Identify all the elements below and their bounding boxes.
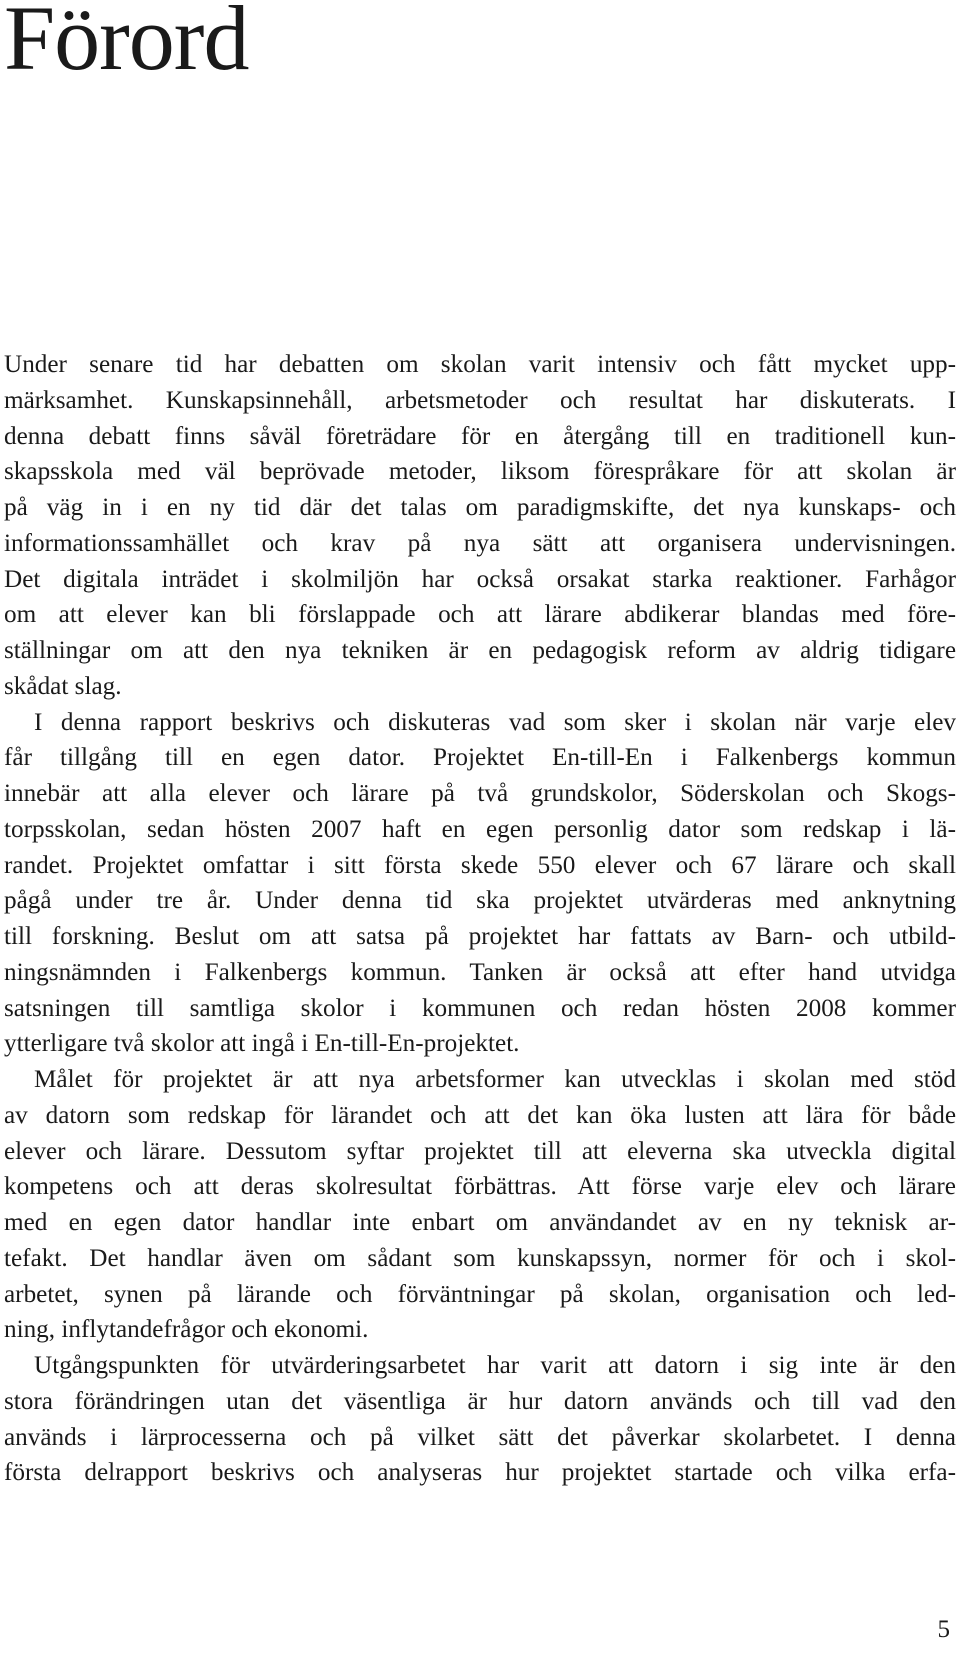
- preface-body: [4, 347, 956, 1491]
- text-line: på väg in i en ny tid där det talas om paradigmskifte, det nya kunskaps- och: [4, 494, 956, 521]
- text-line: torpsskolan, sedan hösten 2007 haft en egen personlig dator som redskap i lä-: [4, 815, 956, 843]
- text-line: Utgångspunkten för utvärderingsarbetet har varit att datorn i sig inte är den: [34, 1352, 956, 1379]
- text-line: denna debatt finns såväl företrädare för en återgång till en traditionell kun-: [4, 422, 956, 450]
- text-line: till forskning. Beslut om att satsa på projektet har fattats av Barn- och utbild-: [4, 923, 956, 950]
- text-line: om att elever kan bli förslappade och att lärare abdikerar blandas med före-: [4, 601, 956, 629]
- text-line: Målet för projektet är att nya arbetsformer kan utvecklas i skolan med stöd: [34, 1066, 956, 1093]
- text-line: stora förändringen utan det väsentliga är hur datorn används och till vad den: [4, 1387, 956, 1415]
- text-line: kompetens och att deras skolresultat förbättras. Att förse varje elev och lärare: [4, 1173, 956, 1201]
- text-line: ställningar om att den nya tekniken är en pedagogisk reform av aldrig tidigare: [4, 637, 956, 664]
- text-line: ning, inflytandefrågor och ekonomi.: [4, 1316, 369, 1344]
- text-line: används i lärprocesserna och på vilket sätt det påverkar skolarbetet. I denna: [4, 1423, 956, 1451]
- text-line: tefakt. Det handlar även om sådant som kunskapssyn, normer för och i skol-: [4, 1244, 956, 1272]
- text-line: pågå under tre år. Under denna tid ska projektet utvärderas med anknytning: [4, 887, 956, 915]
- text-line: första delrapport beskrivs och analyseras hur projektet startade och vilka erfa-: [4, 1459, 956, 1487]
- text-line: elever och lärare. Dessutom syftar projektet till att eleverna ska utveckla digital: [4, 1137, 956, 1165]
- text-line: Under senare tid har debatten om skolan varit intensiv och fått mycket upp-: [4, 351, 956, 378]
- text-line: ytterligare två skolor att ingå i En-till-En-projektet.: [4, 1030, 520, 1058]
- text-line: märksamhet. Kunskapsinnehåll, arbetsmetoder och resultat har diskuterats. I: [4, 386, 956, 414]
- page-title: Förord: [4, 0, 249, 89]
- text-line: får tillgång till en egen dator. Projektet En-till-En i Falkenbergs kommun: [4, 744, 956, 772]
- text-line: informationssamhället och krav på nya sätt att organisera undervisningen.: [4, 529, 956, 557]
- text-line: av datorn som redskap för lärandet och att det kan öka lusten att lära för både: [4, 1101, 956, 1129]
- text-line: ningsnämnden i Falkenbergs kommun. Tanken är också att efter hand utvidga: [4, 958, 956, 986]
- text-line: skådat slag.: [4, 672, 122, 700]
- page-number: 5: [937, 1616, 950, 1643]
- text-line: skapsskola med väl beprövade metoder, liksom förespråkare för att skolan är: [4, 458, 956, 486]
- text-line: Det digitala inträdet i skolmiljön har också orsakat starka reaktioner. Farhågor: [4, 565, 956, 593]
- text-line: satsningen till samtliga skolor i kommunen och redan hösten 2008 kommer: [4, 994, 956, 1022]
- text-line: innebär att alla elever och lärare på två grundskolor, Söderskolan och Skogs-: [4, 780, 956, 807]
- text-line: med en egen dator handlar inte enbart om användandet av en ny teknisk ar-: [4, 1209, 956, 1236]
- text-line: randet. Projektet omfattar i sitt första skede 550 elever och 67 lärare och skall: [4, 851, 956, 879]
- text-line: I denna rapport beskrivs och diskuteras vad som sker i skolan när varje elev: [34, 708, 956, 736]
- text-line: arbetet, synen på lärande och förväntningar på skolan, organisation och led-: [4, 1280, 956, 1308]
